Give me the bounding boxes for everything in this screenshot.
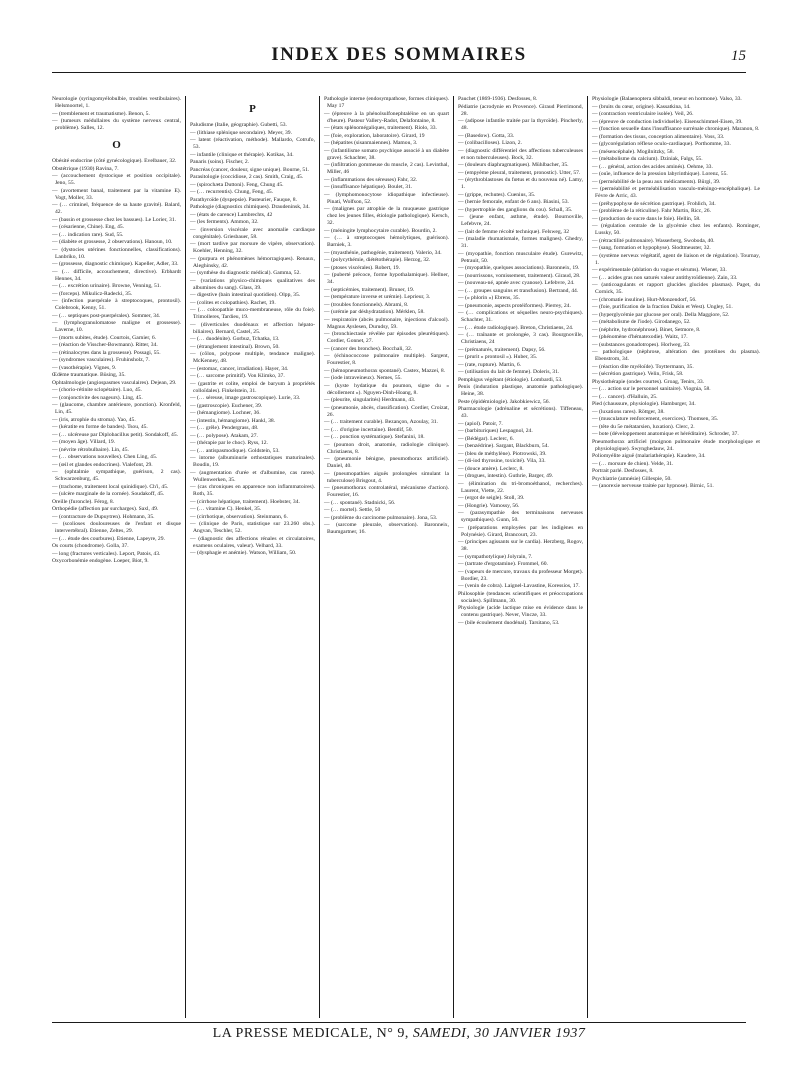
index-entry: — (pneumothorax controlatéral, mécanisme d'action). Fourestier, 16.: [324, 485, 449, 498]
index-entry: — (diagnostic différentiel des affections tuberculeuses et non tuberculeuses). Bock, 32.: [458, 147, 583, 161]
index-entry: — (empyème pleural, traitement, pronostic). Utter, 57.: [458, 169, 581, 176]
index-entry: — (cancer des bronches). Bocchali, 32.: [324, 345, 413, 352]
index-entry: — (drogues, intestin). Guthrie, Barger, 49.: [458, 473, 554, 479]
index-entry: — (élimination du tri-bromoéthanol, recherches). Laurent, Viette, 22.: [458, 480, 583, 494]
index-entry: — (néphrite, hydronéphrose). Binet, Setmore, 8.: [592, 326, 701, 333]
index-entry: — (luxations rares). Röttger, 38.: [592, 408, 665, 415]
index-entry: — (purpura et phénomènes hémorragiques). Renaux, Aleghinsky, 42.: [190, 255, 315, 269]
index-entry: — (avortement banal, traitement par la vitamine E). Vogt, Moller, 33.: [52, 187, 181, 201]
index-entry: — (infiltration gommeuse du muscle, 2 cas). Levinthal, Miller, 46: [324, 162, 449, 175]
index-entry: — (kératite en forme de bandes). Tsou, 45.: [52, 424, 148, 430]
index-entry: — (accouchement dystocique et position occipitale). Jeno, 55.: [52, 173, 181, 186]
index-entry: — (… à streptocoques hémolytiques, guérison). Barniek, 3.: [324, 235, 449, 248]
index-entry: — (… cancer). d'Halluin, 25.: [592, 393, 658, 400]
index-entry: — (dysphagie et anémie). Watson, William, 50.: [190, 550, 297, 556]
index-entry: — (… coloopathie muco-membraneuse, rôle du foie). Trimolleres, Tardieu, 19.: [190, 307, 315, 320]
index-entry: — (… criminel, fréquence de sa haute gravité). Balard, 42.: [52, 202, 181, 215]
index-entry: — (perméabilité de la peau aux médicaments). Bürgi, 39.: [592, 178, 721, 185]
index-entry: — (trachome, traitement local quinidique). Ch'i, 45.: [52, 483, 169, 490]
index-entry: — (… traînante et prolongée, 3 cas). Bourgnoville, Christiaens, 24: [458, 332, 583, 345]
index-entry: — (hernie femorale, enfant de 6 ans). Biasini, 53.: [458, 199, 569, 205]
index-entry: Œdème traumatique. Büsing, 35.: [52, 372, 126, 378]
index-entry: — (… action sur le personnel sanitaire). Viognia, 58.: [592, 386, 711, 392]
index-entry: — (mésencéphale). Mogilnitzky, 58.: [592, 148, 674, 155]
index-entry: — (vasothérapie). Vignes, 9.: [52, 364, 117, 371]
index-entry: — (… septiques post-puerpérales). Sommer, 34.: [52, 312, 161, 319]
index-entry: — (musculature renforcement, exercices). Thomsen, 35.: [592, 416, 719, 422]
index-entry: — (… traitement curable). Bezançon, Azoulay, 31.: [324, 419, 438, 425]
index-entry: Poliomyélite aiguë (malariathérapie). Kaudere, 34.: [592, 453, 706, 459]
index-entry: — (sympathotylique) Jolyrain, 7.: [458, 553, 533, 560]
index-entry: Peste (épidémiologie). Jakobkiewicz, 56.: [458, 398, 550, 405]
index-entry: Ophtalmologie (angiospasmes vasculaires). Dejean, 29.: [52, 379, 177, 386]
index-entry: — (pneumopathies aiguës prolongées simulant la tuberculose) Brisgout, 4.: [324, 470, 449, 484]
index-entry: — (césarienne, Chine). Eng, 45.: [52, 224, 125, 230]
index-entry: — (ptoses viscérales). Robert, 19.: [324, 264, 400, 271]
index-entry: — (production de sucre dans le foie). Hellin, 58.: [592, 215, 701, 222]
index-entry: — (diverticules duodénaux et affection hépato-biliaires). Bernard, Castel, 25.: [190, 321, 315, 335]
index-entry: — (anorexie nerveuse traitée par hypnose). Birnic, 51.: [592, 483, 714, 489]
index-entry: Neurologie (syringomyélobulbie, troubles vestibulaires). Helsmoortel, 1.: [52, 96, 181, 109]
index-entry: — (pneumonie, aspects protéiformes). Pierrey, 24.: [458, 302, 571, 309]
journal-name: LA PRESSE MEDICALE, N° 9,: [212, 1026, 409, 1041]
index-entry: — (hypertrophie des ganglions du cou). Schall, 35.: [458, 206, 573, 213]
index-column-5: [588, 96, 764, 1018]
index-entry: Pancréas (cancer, douleur, signe unique). Bourne, 51.: [190, 166, 310, 173]
index-entry: — (tête du 5e métatarsien, luxation). Clerc, 2.: [592, 423, 695, 430]
index-entry: — (les ferments). Ammon, 32.: [190, 219, 259, 225]
index-entry: — (estomac, cancer, irradiation). Hayer, 34.: [190, 365, 289, 372]
index-columns: [52, 96, 764, 1018]
index-entry: — (métabolisme de l'iode). Girodanego, 52.: [592, 319, 691, 325]
index-entry: Oreille (furoncle). Férog, 8.: [52, 498, 115, 505]
index-entry: — (apiol). Patoir, 7.: [458, 420, 503, 427]
index-entry: — (intestin, hémangiome). Hankl, 38.: [190, 417, 276, 424]
index-entry: — latent (réactivation, méthode). Mallardo, Cotrufo, 53.: [190, 137, 315, 150]
index-entry: — (gastroscopie). Euchener, 39.: [190, 402, 263, 409]
page-footer: [52, 1018, 746, 1058]
index-entry: — (diabète et grossesse, 2 observations). Hanoun, 10.: [52, 239, 173, 245]
index-entry: — (nourrissons, vomissement, traitement). Giraud, 28.: [458, 272, 581, 279]
index-entry: — (colibacilloses). Lizon, 2.: [458, 140, 523, 146]
index-entry: — (myopathie, quelques associations). Baronneix, 19.: [458, 265, 580, 271]
index-entry: — (thérapie par le choc). Ryss, 12.: [190, 440, 268, 446]
index-entry: — (gastrite et colite, emploi de baryum à propriétés colloïdales). Finkelstein, 31.: [190, 380, 315, 394]
index-entry: — (bile écoulement duodénal). Tarsitano, 53.: [458, 619, 560, 626]
index-entry: — (… mortel). Settle, 50: [324, 507, 381, 513]
index-entry: Physiothérapie (ondes courtes). Groag, Tenirs, 33.: [592, 378, 705, 385]
index-entry: — (hépatites (sisanmaiennes). Mamou, 3.: [324, 140, 418, 146]
index-entry: — (hémangiome). Lochner, 36.: [190, 410, 261, 416]
index-entry: — (grippe, rechutes). Cuenius, 35.: [458, 191, 536, 198]
index-entry: — (préhypophyse de sécrétion gastrique). Frohlich, 34.: [592, 200, 716, 207]
index-entry: — (réaction de Visscher-Bowmann). Ritter, 34.: [52, 342, 158, 348]
index-entry: Oxycorbonémie endogène. Loeper, Biot, 9.: [52, 558, 149, 564]
index-entry: — (mort tardive par morsure de vipère, observation). Koehler, Henning, 32.: [190, 241, 315, 254]
index-entry: — (hémopneumothorax spontané). Castex, Mazzei, 8.: [324, 367, 446, 374]
index-entry: — (poumon droit, anatomie, radiologie clinique). Christiaens, 8.: [324, 441, 449, 455]
index-entry: — (anticoagulants et rapport glucides glucides plasmas). Paget, du Cornick, 35.: [592, 282, 760, 295]
index-entry: — (glaucome, chambre antérieure, ponction). Kronfeld, Lin, 45.: [52, 402, 181, 415]
index-entry: Pathologie interne (endosympathose, formes cliniques). May 17: [324, 96, 449, 109]
index-entry: — (parasympathie des terminaisons nerveuses sympathiques). Gunn, 50.: [458, 510, 583, 523]
index-entry: — (… excrétion urinaire). Browne, Venning, 51.: [52, 283, 161, 289]
index-entry: — (forceps). Mikulicz-Radecki, 35.: [52, 290, 133, 297]
index-entry: — (vapeurs de mercure, travaux du professeur Morget). Bordier, 23.: [458, 568, 583, 582]
index-entry: Pneumothorax artificiel (moignon pulmonaire étude morphologique et physiologique). Swynghedauw, 24.: [592, 438, 760, 452]
index-entry: Orthopédie (affection par surcharges). Saxl, 49.: [52, 506, 159, 512]
index-entry: — (… complications et séquelles neuro-psychiques). Schachter, 31.: [458, 310, 583, 323]
index-entry: — (barbituriques) Lespagnol, 24.: [458, 428, 533, 434]
index-entry: — (formation des tissus, conception alimentaire). Voss, 33.: [592, 133, 725, 140]
index-entry: — (pneumonie, abcès, classification). Cordier, Croizat, 26.: [324, 404, 449, 418]
index-entry: — (di-iod thyrosine, toxicité). Vila, 33.: [458, 458, 546, 464]
index-entry: — (synthèse du diagnostic médical). Gamma, 52.: [190, 270, 301, 276]
index-entry: — (moyen âge). Villard, 19.: [52, 439, 116, 445]
index-entry: — long (fractures verticales). Leport, Patois, 43.: [52, 550, 161, 557]
index-entry: — (foie, purification de la fraction Dakin et West). Ungley, 51.: [592, 304, 733, 310]
index-entry: — (tartrate d'ergotamine). Frommel, 60.: [458, 561, 548, 567]
index-entry: — (inversion viscérale avec anomalie cardiaque congénitale). Griesbauer, 58.: [190, 226, 315, 240]
section-title: INDEX DES SOMMAIRES: [271, 44, 527, 65]
index-entry: — (fonction sexuelle dans l'insuffisance surrénale chronique). Maranon, 8.: [592, 126, 760, 132]
index-entry: — pathologique (nèphrose, altération des protéines du plasma). Ebenstrom, 34.: [592, 349, 760, 362]
index-entry: — (ophtalmie sympathique, guérison, 2 cas). Schwarzenburg, 45.: [52, 469, 181, 482]
index-entry: — (œil et glandes endocrines). Vialefont, 29.: [52, 461, 153, 468]
index-entry: — (sécrétion gastrique). Velin, Frisk, 58.: [592, 371, 684, 377]
index-entry: — (jeune enfant, asthme, étude). Bournoville, Lefebvre, 24.: [458, 214, 583, 227]
index-entry: Pathologie (diagnostics chimiques). Draudeninsk, 34.: [190, 204, 310, 210]
index-entry: — (… spontané). Stadnicki, 56.: [324, 499, 396, 506]
index-entry: — (… indication rare). Sud, 55.: [52, 231, 124, 238]
index-entry: — (… étude radiologique). Breton, Christiaens, 24.: [458, 324, 574, 331]
index-entry: — (ouïe, influence de la pression labyrinthique). Lorenz, 55.: [592, 171, 728, 177]
index-entry: — (réaction dite myéloïde). Toyttermann, 35.: [592, 363, 694, 370]
index-entry: — (états splénomégaliques, traitement). Riolo, 33.: [324, 125, 437, 131]
index-entry: — (Basedow). Gotta, 33.: [458, 132, 515, 139]
index-entry: — (… séreuse, image gastroscopique). Lurie, 33.: [190, 395, 301, 401]
index-entry: — (kyste hydatique du poumon, signe du « décollement »). Nguyen-Dinh-Hoang, 8.: [324, 382, 449, 396]
index-entry: — (colites et colopathies). Rachet, 19.: [190, 299, 276, 306]
index-entry: — (rétractilité pulmonaire). Wasserberg, Swoboda, 40.: [592, 237, 715, 244]
index-entry: — intorne (albuminurie orthostatiques maturinales). Boudin, 19.: [190, 455, 315, 468]
header-rule: [52, 72, 746, 73]
index-entry: — (régulation centrale de la glycémie chez les enfants). Rominger, Lussky, 50.: [592, 223, 760, 236]
index-entry: — (conjonctivite des nageurs). Ling, 45.: [52, 394, 143, 401]
index-entry: — (… morsure de chien). Velde, 31.: [592, 460, 674, 467]
index-entry: — (substances gonadotropes). Horlweg, 33.: [592, 341, 691, 348]
index-entry: Portrait parlé. Desfosses, 8.: [592, 468, 654, 474]
index-entry: — (morts subites, étude). Courtois, Garnier, 6.: [52, 334, 157, 341]
index-entry: — (foie, exploration, laboratoire). Girard, 19: [324, 132, 425, 139]
index-entry: Parathyroïde (dyspepsie). Pasteurier, Fauque, 8.: [190, 196, 297, 203]
index-entry: — (contracture de Dupuytren). Hohmann, 35.: [52, 513, 155, 520]
index-entry: — (chromatie insuline). Hurt-Monzendorf, 56.: [592, 296, 697, 303]
index-entry: — (… groupes sanguins et transfusion). Bertrand, 44.: [458, 287, 579, 294]
issue-date: SAMEDI, 30 JANVIER 1937: [412, 1026, 586, 1041]
index-entry: — (… d'origine incertaine). Bentlif, 50.: [324, 426, 413, 433]
index-entry: — (lithiase splénique secondaire). Meyer, 39.: [190, 129, 292, 136]
index-entry: — (échinococcose pulmonaire multiple). Sargent, Fourestier, 8.: [324, 353, 449, 366]
index-entry: — (malignes par atrophie de la muqueuse gastrique chez les jeunes filles, étiologie pathologique). Kersch, 32.: [324, 206, 449, 226]
index-entry: — (épreuve de conduction individuelle). Eisenschimmel-Eisen, 39.: [592, 118, 743, 125]
index-entry: — (augmentation d'urée et d'albumine, cas rares). Wullenwerken, 35.: [190, 469, 315, 483]
index-entry: — (pleurite, singularités) Herdmann, 43.: [324, 397, 416, 403]
index-entry: Pemphigus végétant (étiologie). Lombardi, 53.: [458, 376, 563, 383]
index-entry: — (contraction ventriculaire isolée). Veil, 26.: [592, 111, 694, 117]
footer-line: [52, 1026, 746, 1042]
index-entry: — (myasthénie, pathogénie, traitement). Valerio, 34.: [324, 249, 442, 256]
index-entry: — (préparations employées par les indigènes en Polynésie). Girard, Brancourt, 23.: [458, 524, 583, 538]
index-entry: — (douce amère). Leclerc, 8.: [458, 465, 524, 472]
index-entry: — (pneumonie bénigne, pneumothorax artificiel). Daniel, 40.: [324, 456, 449, 469]
index-entry: Psychiatrie (amnésie) Gillespie, 50.: [592, 475, 672, 482]
index-entry: — (clinique de Paris, statistique sur 23.260 obs.). Angvan, Teschler, 52.: [190, 521, 315, 534]
index-entry: — (perméabilité et perméabilisation vasculo-méningo-encéphalique). Le Fèvre de Arric, 43.: [592, 186, 760, 199]
index-entry: Obstétrique (1930) Ravina, 7.: [52, 165, 119, 172]
index-entry: — (… sarcome primitif). Von Klimko, 37.: [190, 373, 285, 379]
index-entry: — (urémie par déshydratation). Mérklen, 58.: [324, 309, 425, 315]
index-entry: — (prurit « prontosil »). Huber, 35.: [458, 354, 538, 360]
index-entry: Panaris (soins). Fischer, 2.: [190, 159, 250, 165]
index-entry: — (dystocies utérines fonctionnelles, classifications). Lanbriko, 10.: [52, 246, 181, 260]
index-entry: — (diagnostic des affections rénales et circulatoires, examens oculaires, valeur). Velhard, 33.: [190, 535, 315, 549]
index-entry: — (variations physico-chimiques qualitatives des albumines du sang). Glass, 39.: [190, 277, 315, 291]
index-entry: — (utilisation du lait de femme). Doleris, 31.: [458, 369, 560, 375]
index-column-2: [186, 96, 320, 1018]
index-entry: — (douleurs diaphragmatiques). Mühlbacher, 35.: [458, 162, 569, 168]
index-entry: — (… difficile, accouchement, directive). Erbhardt Hennes, 34.: [52, 268, 181, 282]
index-entry: Physiologie (acide lactique mise en évidence dans le contenu gastrique). Never, Vincze, 33.: [458, 605, 583, 618]
index-entry: Pauchet (1869-1936). Desfosses, 8.: [458, 96, 538, 102]
index-entry: — (tumeurs médullaires du système nerveux central, problème). Salles, 12.: [52, 118, 181, 131]
index-entry: — (troubles fonctionnels). Abrami, 8.: [324, 301, 409, 308]
index-entry: — (Bédégar). Leclerc, 6.: [458, 435, 514, 442]
index-entry: Os courts (chondrome). Golla, 37.: [52, 543, 129, 549]
index-entry: — (… vitamine C). Henkel, 35.: [190, 506, 262, 512]
index-entry: — (bronchiectasie révélée par épisodes pleurétiques). Cordier, Gonnet, 27.: [324, 331, 449, 344]
index-entry: — (glycorégulation réflexe oculo-cardiaque). Porthomme, 33.: [592, 141, 731, 147]
index-entry: — (insuffisance hépatique). Boulet, 31.: [324, 184, 413, 190]
index-entry: — (« phlorin ») Ebrens, 35.: [458, 295, 520, 301]
index-entry: — (maladie rhumatismale, formes malignes). Ghedry, 31.: [458, 236, 583, 249]
index-entry: — (… général, action des acides aminés). Oehme, 33.: [592, 163, 713, 170]
index-entry: — (cas chroniques en apparence non inflammatoires). Roth, 35.: [190, 484, 315, 497]
index-entry: — (hyperglycémie par glucose per oral). Della Maggiore, 52.: [592, 311, 730, 318]
index-entry: — (chorio-rétinite sclopétaire). Luo, 45.: [52, 387, 142, 393]
index-entry: — (septicémies, traitement). Bruner, 19.: [324, 286, 415, 293]
index-entry: — (scolioses douloureuses de l'enfant et disque intervertébral). Etienne, Zeltes, 29.: [52, 521, 181, 534]
index-entry: — infantile (clinique et thérapie). Kotikas, 34.: [190, 151, 294, 158]
footer-rule: [52, 1022, 746, 1023]
index-entry: — (lymphogranulomatose maligne et grossesse). Laverne, 10.: [52, 320, 181, 333]
index-entry: — (prématurés, traitement). Dapsy, 56.: [458, 346, 546, 353]
index-entry: — (principes agissants sur le cardia). Herzberg, Rogov, 38.: [458, 539, 583, 552]
index-entry: — (méningite lymphocytaire curable). Bourdin, 2.: [324, 227, 437, 234]
index-entry: — (température inverse et urémie). Leprieur, 3.: [324, 294, 431, 300]
index-entry: — (cirrhotique, observation). Steinmann, 6.: [190, 513, 288, 520]
index-entry: — (puberté précoce, forme hypothalamique). Hellner, 34.: [324, 272, 449, 285]
index-entry: — (nouveau-né, apnée avec cyanose). Lefebvre, 24.: [458, 280, 575, 286]
index-entry: — (infection puerpérale à streptocoques, prontosil). Colebrook, Kenny, 51.: [52, 298, 181, 311]
index-entry: — (grossesse, diagnostic chimique). Kapeller, Adler, 33.: [52, 261, 179, 267]
section-letter: P: [249, 103, 256, 115]
index-entry: Penis (induration plastique, anatomie pathologique). Heine, 38.: [458, 384, 583, 397]
index-entry: Pédiatrie (acrodynie en Provence). Giraud Pierrimond, 28.: [458, 103, 583, 117]
index-entry: — (rate, rupture). Martin, 6.: [458, 361, 522, 368]
index-entry: — (syndromes vasculaires). Fruhinsholz, 7.: [52, 357, 150, 363]
index-entry: — (polycythémie, diététothérapie). Herzog, 32.: [324, 257, 431, 263]
index-entry: — (phénomène d'hématexodie). Waitz, 17.: [592, 334, 688, 340]
index-entry: — (lait de femme récolté technique). Felsweg, 32: [458, 228, 570, 235]
section-letter: O: [112, 139, 121, 151]
index-entry: — (… duodénite). Gorbuz, Tchatka, 13.: [190, 336, 280, 342]
index-entry: — (spirochæta Duttoni). Feng, Chung 45.: [190, 181, 284, 188]
index-entry: — (… recurrentis). Chung, Feng, 45.: [190, 189, 274, 195]
index-entry: — bote (développement anatomique et héréditaire). Schroder, 37.: [592, 431, 739, 437]
index-entry: — (… acides gras non saturés valeur antithyroïdienne). Zain, 33.: [592, 274, 738, 281]
index-entry: — (lymphomonocytose idiopathique infectieuse). Pinati, Wolfson, 52.: [324, 191, 449, 205]
index-entry: — (… ulcéreuse par Diplobacillus petit). Sondakoff, 45.: [52, 431, 179, 438]
index-entry: Pied (chaussure, physiologie). Hamburger, 34.: [592, 401, 696, 407]
index-entry: — (… polypose). Atakam, 27.: [190, 432, 258, 439]
index-entry: — (… observations nouvelles). Chen Ling, 45.: [52, 454, 158, 460]
index-entry: — (tremblement et traumatisme). Benon, 5.: [52, 110, 150, 117]
page-header: [52, 38, 746, 76]
index-entry: — (iris, atrophie du stroma). Yao, 45.: [52, 416, 136, 423]
index-entry: — (métabolisme du calcium). Dziniak, Falgs, 55.: [592, 156, 703, 162]
index-entry: — (sarcome pleurale, observation). Baronneix, Baumgartner, 16.: [324, 522, 449, 535]
index-entry: — (… ponction systématique). Stefanini, 18.: [324, 434, 425, 440]
page-number: 15: [731, 48, 746, 64]
index-entry: — respiratoire (abcès pulmonaire, injections d'alcool). Magnus Ayslesen, Durudsy, 59.: [324, 316, 449, 330]
index-entry: — (infantilisme somato psychique associé à un diabète grave). Schachter, 38.: [324, 147, 449, 161]
index-entry: — (problème du carcinome pulmonaire). Jona, 53.: [324, 514, 438, 521]
index-entry: — (inflammations des séreuses) Fahr, 32.: [324, 176, 418, 183]
index-entry: Physiologie (Balaenoptera sibbaldi, teneur en hormone). Valso, 33.: [592, 96, 742, 102]
index-entry: — (côlon, polypose multiple, tendance maligne). McKenney, 48.: [190, 351, 315, 364]
index-entry: Obésité endocrine (côté gynécologique). Evelbauer, 32.: [52, 158, 177, 164]
index-entry: — (ergot de seigle). Stoll, 39.: [458, 495, 525, 501]
index-entry: — (bruits du cœur, origine). Kassatkina, 14.: [592, 103, 691, 110]
index-entry: — (myopathie, fonction musculaire étude). Gurewitz, Petrauit, 50.: [458, 250, 583, 264]
index-entry: — (problème de la réticuline). Fahr Martin, Ricc, 26.: [592, 208, 711, 214]
index-entry: — expérimentale (ablation du vague et sérums). Wiener, 33.: [592, 267, 727, 273]
index-column-1: [52, 96, 186, 1018]
index-entry: Philosophie (tendances scientifiques et préoccupations sociales). Spillmann, 30.: [458, 590, 583, 604]
index-entry: — (sang, formation et hypophyse). Slodtmeuster, 32.: [592, 245, 711, 251]
index-entry: — (… étude des courbures). Etienne, Lapeyre, 29.: [52, 535, 165, 542]
index-entry: — (étranglement intestinal). Brown, 50.: [190, 343, 280, 350]
index-entry: — (rétinalocytes dans la grossesse). Possagi, 55.: [52, 349, 161, 356]
index-entry: — (adipose infantile traitée par la thyroïde). Pincherly, 48.: [458, 118, 583, 131]
index-entry: Paludisme (Italie, géographie). Gubetti, 53.: [190, 122, 287, 128]
index-entry: — (névrite rétrobulbaire). Lin, 45.: [52, 446, 129, 453]
index-entry: — (érythroblastoses du fœtus et du nouveau né). Lamy, 1.: [458, 177, 583, 190]
index-entry: — (états de carence) Lambrechts, 42: [190, 211, 273, 218]
index-entry: — (épreuve à la phénolsulfonephtaléine en un quart d'heure). Pasteur Vallery-Radot, Delafontaine, 8.: [324, 110, 449, 124]
index-entry: — (venin de cobra). Laignel-Lavastine, Koressios, 17.: [458, 583, 580, 589]
index-entry: — (… antispasmodique). Goldstein, 53.: [190, 447, 280, 454]
index-entry: — (système nerveux végétatif, agent de liaison et de régulation). Tournay, 1.: [592, 252, 760, 266]
index-entry: — (bassin et grossesse chez les bassues). Le Lorier, 31.: [52, 216, 177, 223]
index-entry: — (bleu de méthylène). Piotrowski, 39.: [458, 450, 547, 457]
index-entry: — digestive (bain intestinal quotidien). Olpp, 35.: [190, 292, 301, 298]
index-column-3: [320, 96, 454, 1018]
index-entry: — (ulcère marginale de la cornée). Soudakoff, 45.: [52, 491, 165, 497]
index-entry: — (iode intraveineux). Nemes, 55.: [324, 375, 402, 381]
index-column-4: [454, 96, 588, 1018]
index-entry: — (… grêle). Pendergrass, 48.: [190, 425, 259, 431]
index-entry: Pharmacologie (adrénaline et sécrétions). Tiffeneau, 43.: [458, 406, 583, 419]
index-entry: Parasitologie (coccidiose, 2 cas). Smith, Craig, 45.: [190, 174, 304, 180]
index-entry: — (benzédrine). Sargant, Blackburn, 54.: [458, 443, 549, 449]
index-entry: — (Hongrie). Vamossy, 56.: [458, 502, 520, 509]
index-entry: — (cirrhose hépatique, traitement). Hoebster, 34.: [190, 498, 300, 505]
